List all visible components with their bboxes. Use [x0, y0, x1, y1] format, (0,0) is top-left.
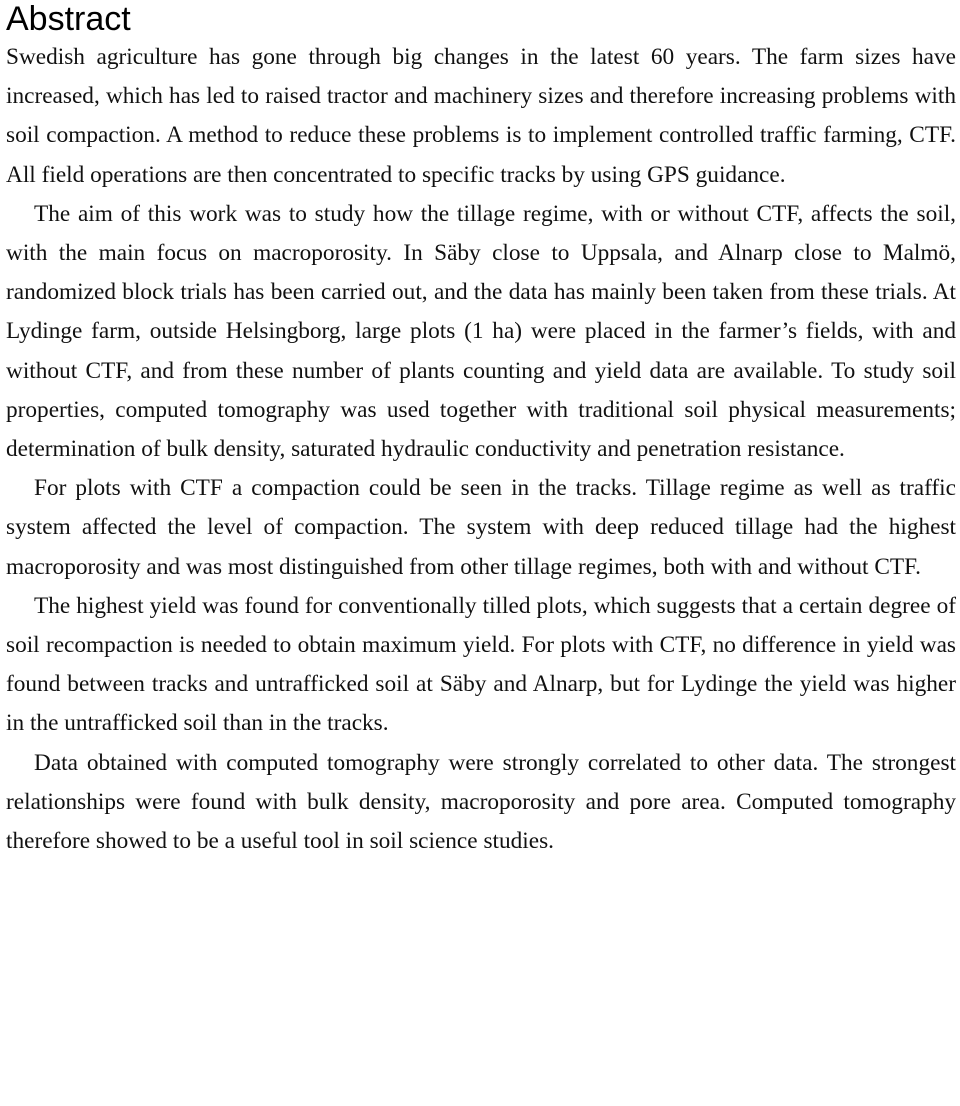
- section-heading: Abstract: [6, 0, 131, 38]
- paragraph-intro: Swedish agriculture has gone through big changes in the latest 60 years. The farm sizes have increased, which has led to raised tractor and machinery sizes and therefore increasing problems with soil compaction. A method to reduce these problems is to implement controlled traffic farming, CTF. All field operations are then concentrated to specific tracks by using GPS guidance.: [6, 44, 956, 188]
- abstract-page: [6, 0, 956, 861]
- paragraph-aim: The aim of this work was to study how the tillage regime, with or without CTF, affects the soil, with the main focus on macroporosity. In Säby close to Uppsala, and Alnarp close to Malmö, randomized block trials has been carried out, and the data has mainly been taken from these trials. At Lydinge farm, outside Helsingborg, large plots (1 ha) were placed in the farmer’s fields, with and without CTF, and from these number of plants counting and yield data are available. To study soil properties, computed tomography was used together with traditional soil physical measurements; determination of bulk density, saturated hydraulic conductivity and penetration resistance.: [6, 200, 956, 463]
- paragraph-compaction: For plots with CTF a compaction could be seen in the tracks. Tillage regime as well as traffic system affected the level of compaction. The system with deep reduced tillage had the highest macroporosity and was most distinguished from other tillage regimes, both with and without CTF.: [6, 475, 956, 580]
- paragraph-yield: The highest yield was found for conventionally tilled plots, which suggests that a certain degree of soil recompaction is needed to obtain maximum yield. For plots with CTF, no difference in yield was found between tracks and untrafficked soil at Säby and Alnarp, but for Lydinge the yield was higher in the untrafficked soil than in the tracks.: [6, 592, 956, 737]
- paragraph-tomography: Data obtained with computed tomography were strongly correlated to other data. The strongest relationships were found with bulk density, macroporosity and pore area. Computed tomography therefore showed to be a useful tool in soil science studies.: [6, 749, 956, 855]
